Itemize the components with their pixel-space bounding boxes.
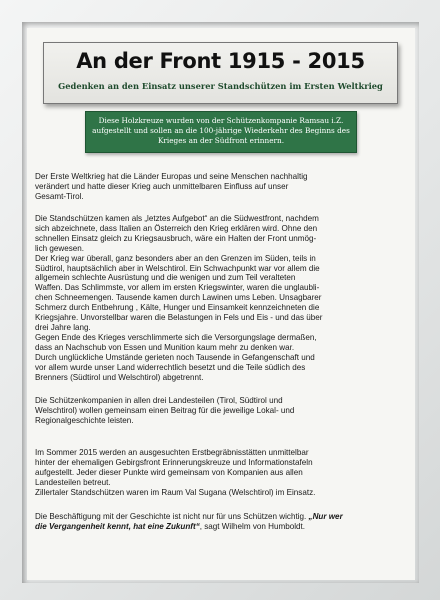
text-line: Waffen. Das Schlimmste, vor allem im ersten Kriegswinter, waren die unglaubli- <box>35 283 320 293</box>
text-line: Südtirol, hauptsächlich aber in Welschtirol. Ein Schwachpunkt war vor allem die <box>35 263 320 273</box>
intro-line: aufgestellt und sollen an die 100-jährige Wiederkehr des Beginns des <box>92 126 350 135</box>
paragraph-1 <box>35 172 308 202</box>
text-line: Schmerz durch Entbehrung , Kälte, Hunger und Einsamkeit kennzeichneten die <box>35 303 320 313</box>
text-line: sich abzeichnete, dass Italien an Österreich den Krieg erklären wird. Ohne den <box>35 223 318 233</box>
text-line: Der Krieg war überall, ganz besonders aber an den Grenzen im Süden, teils in <box>35 253 316 263</box>
text-line: hinter der ehemaligen Gebirgsfront Erinnerungskreuze und Informationstafeln <box>35 457 313 467</box>
page-title: An der Front 1915 - 2015 <box>76 49 365 73</box>
text-line: chen Schneemengen. Tausende kamen durch Lawinen ums Leben. Unsagbarer <box>35 293 322 303</box>
humboldt-quote: „Nur wer <box>308 512 343 521</box>
paragraph-4 <box>35 448 315 498</box>
closing-text: Die Beschäftigung mit der Geschichte ist nicht nur für uns Schützen wichtig. <box>35 512 309 521</box>
text-line: drei Jahre lang. <box>35 322 91 332</box>
text-line: Die Schützenkompanien in allen drei Landesteilen (Tirol, Südtirol und <box>35 396 283 405</box>
text-line: Gesamt-Tirol. <box>35 191 84 201</box>
paragraph-2 <box>35 214 323 382</box>
text-line: Durch unglückliche Umstände gerieten noch Tausende in Gefangenschaft und <box>35 352 315 362</box>
text-line: Kriegsjahre. Unvorstellbar waren die Belastungen in Fels und Eis - und das über <box>35 313 323 323</box>
intro-line: Diese Holzkreuze wurden von der Schützenkompanie Ramsau i.Z. <box>98 116 344 125</box>
paragraph-3 <box>35 396 294 426</box>
text-line: vor allem wurde unser Land widerrechtlich besetzt und die Teile südlich des <box>35 362 306 372</box>
text-line: verändert und hatte dieser Krieg auch unmittelbaren Einfluss auf unser <box>35 181 289 191</box>
text-line: Die Standschützen kamen als „letztes Aufgebot“ an die Südwestfront, nachdem <box>35 214 319 223</box>
text-line: Landesteilen betreut. <box>35 477 111 487</box>
text-line: Im Sommer 2015 werden an ausgesuchten Erstbegräbnisstätten unmittelbar <box>35 448 309 457</box>
text-line: Der Erste Weltkrieg hat die Länder Europas und seine Menschen nachhaltig <box>35 172 308 181</box>
closing-text: , sagt Wilhelm von Humboldt. <box>199 521 306 531</box>
text-line: Gegen Ende des Krieges verschlimmerte sich die Versorgungslage dermaßen, <box>35 332 317 342</box>
text-line: dass an Nachschub von Essen und Munition kaum mehr zu denken war. <box>35 342 295 352</box>
text-line <box>35 522 343 532</box>
humboldt-quote: die Vergangenheit kennt, hat eine Zukunft“ <box>35 521 200 531</box>
title-banner <box>43 42 398 104</box>
text-line: lich gewesen. <box>35 243 85 253</box>
text-line: aufgestellt. Jeder dieser Punkte wird gemeinsam von Kompanien aus allen <box>35 467 303 477</box>
text-line: schnellen Einsatz gleich zu Kriegsausbruch, wäre ein Halten der Front unmög- <box>35 233 317 243</box>
closing-paragraph <box>35 512 343 532</box>
intro-line: Krieges an der Südfront erinnern. <box>157 136 285 145</box>
text-line: allgemein schlechte Ausrüstung und die wenigen und zum Teil veralteten <box>35 273 296 283</box>
text-line: Regionalgeschichte leisten. <box>35 415 134 425</box>
intro-box <box>85 111 357 153</box>
text-line: Zillertaler Standschützen waren im Raum Val Sugana (Welschtirol) im Einsatz. <box>35 487 316 497</box>
text-line: Brenners (Südtirol und Welschtirol) abgetrennt. <box>35 372 204 382</box>
text-line <box>35 512 343 522</box>
document-sheet <box>27 28 415 580</box>
text-line: Welschtirol) wollen gemeinsam einen Beitrag für die jeweilige Lokal- und <box>35 405 295 415</box>
page-subtitle: Gedenken an den Einsatz unserer Standschützen im Ersten Weltkrieg <box>58 81 383 91</box>
